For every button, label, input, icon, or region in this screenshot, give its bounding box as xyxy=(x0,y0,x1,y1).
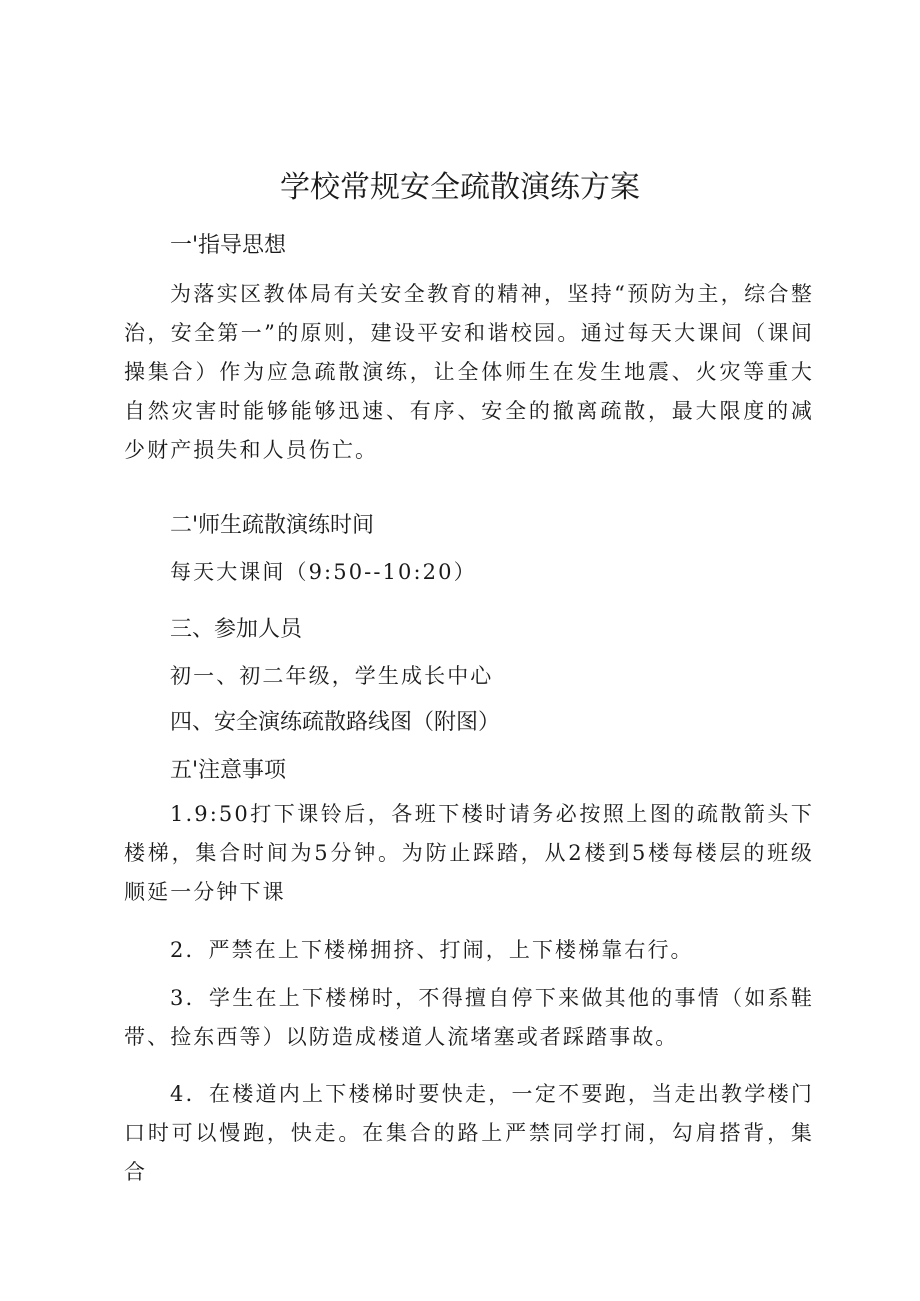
section-heading-route-map: 四、安全演练疏散路线图（附图） xyxy=(170,710,501,735)
paragraph-guiding-thought: 为落实区教体局有关安全教育的精神，坚持“预防为主，综合整治，安全第一”的原则，建设平安和谐校园。通过每天大课间（课间操集合）作为应急疏散演练，让全体师生在发生地震、火灾等重大自然灾害时能够能够迅速、有序、安全的撤离疏散，最大限度的减少财产损失和人员伤亡。 xyxy=(124,282,814,462)
section-heading-notes: 五'注意事项 xyxy=(170,758,287,783)
section-heading-participants: 三、参加人员 xyxy=(170,617,303,642)
paragraph-note-2: 2．严禁在上下楼梯拥挤、打闹，上下楼梯靠右行。 xyxy=(170,938,694,962)
paragraph-participants: 初一、初二年级，学生成长中心 xyxy=(170,664,494,688)
paragraph-note-4: 4．在楼道内上下楼梯时要快走，一定不要跑，当走出教学楼门口时可以慢跑，快走。在集合的路上严禁同学打闹，勾肩搭背，集合 xyxy=(124,1082,814,1184)
paragraph-note-1: 1.9:50打下课铃后，各班下楼时请务必按照上图的疏散箭头下楼梯，集合时间为5分钟。为防止踩踏，从2楼到5楼每楼层的班级顺延一分钟下课 xyxy=(124,802,814,904)
section-heading-drill-time: 二'师生疏散演练时间 xyxy=(170,513,375,538)
document-title: 学校常规安全疏散演练方案 xyxy=(280,170,640,205)
section-heading-guiding-thought: 一'指导思想 xyxy=(170,233,287,258)
paragraph-note-3: 3．学生在上下楼梯时，不得擅自停下来做其他的事情（如系鞋带、捡东西等）以防造成楼道人流堵塞或者踩踏事故。 xyxy=(124,986,814,1049)
paragraph-drill-time: 每天大课间（9:50--10:20） xyxy=(170,560,477,584)
